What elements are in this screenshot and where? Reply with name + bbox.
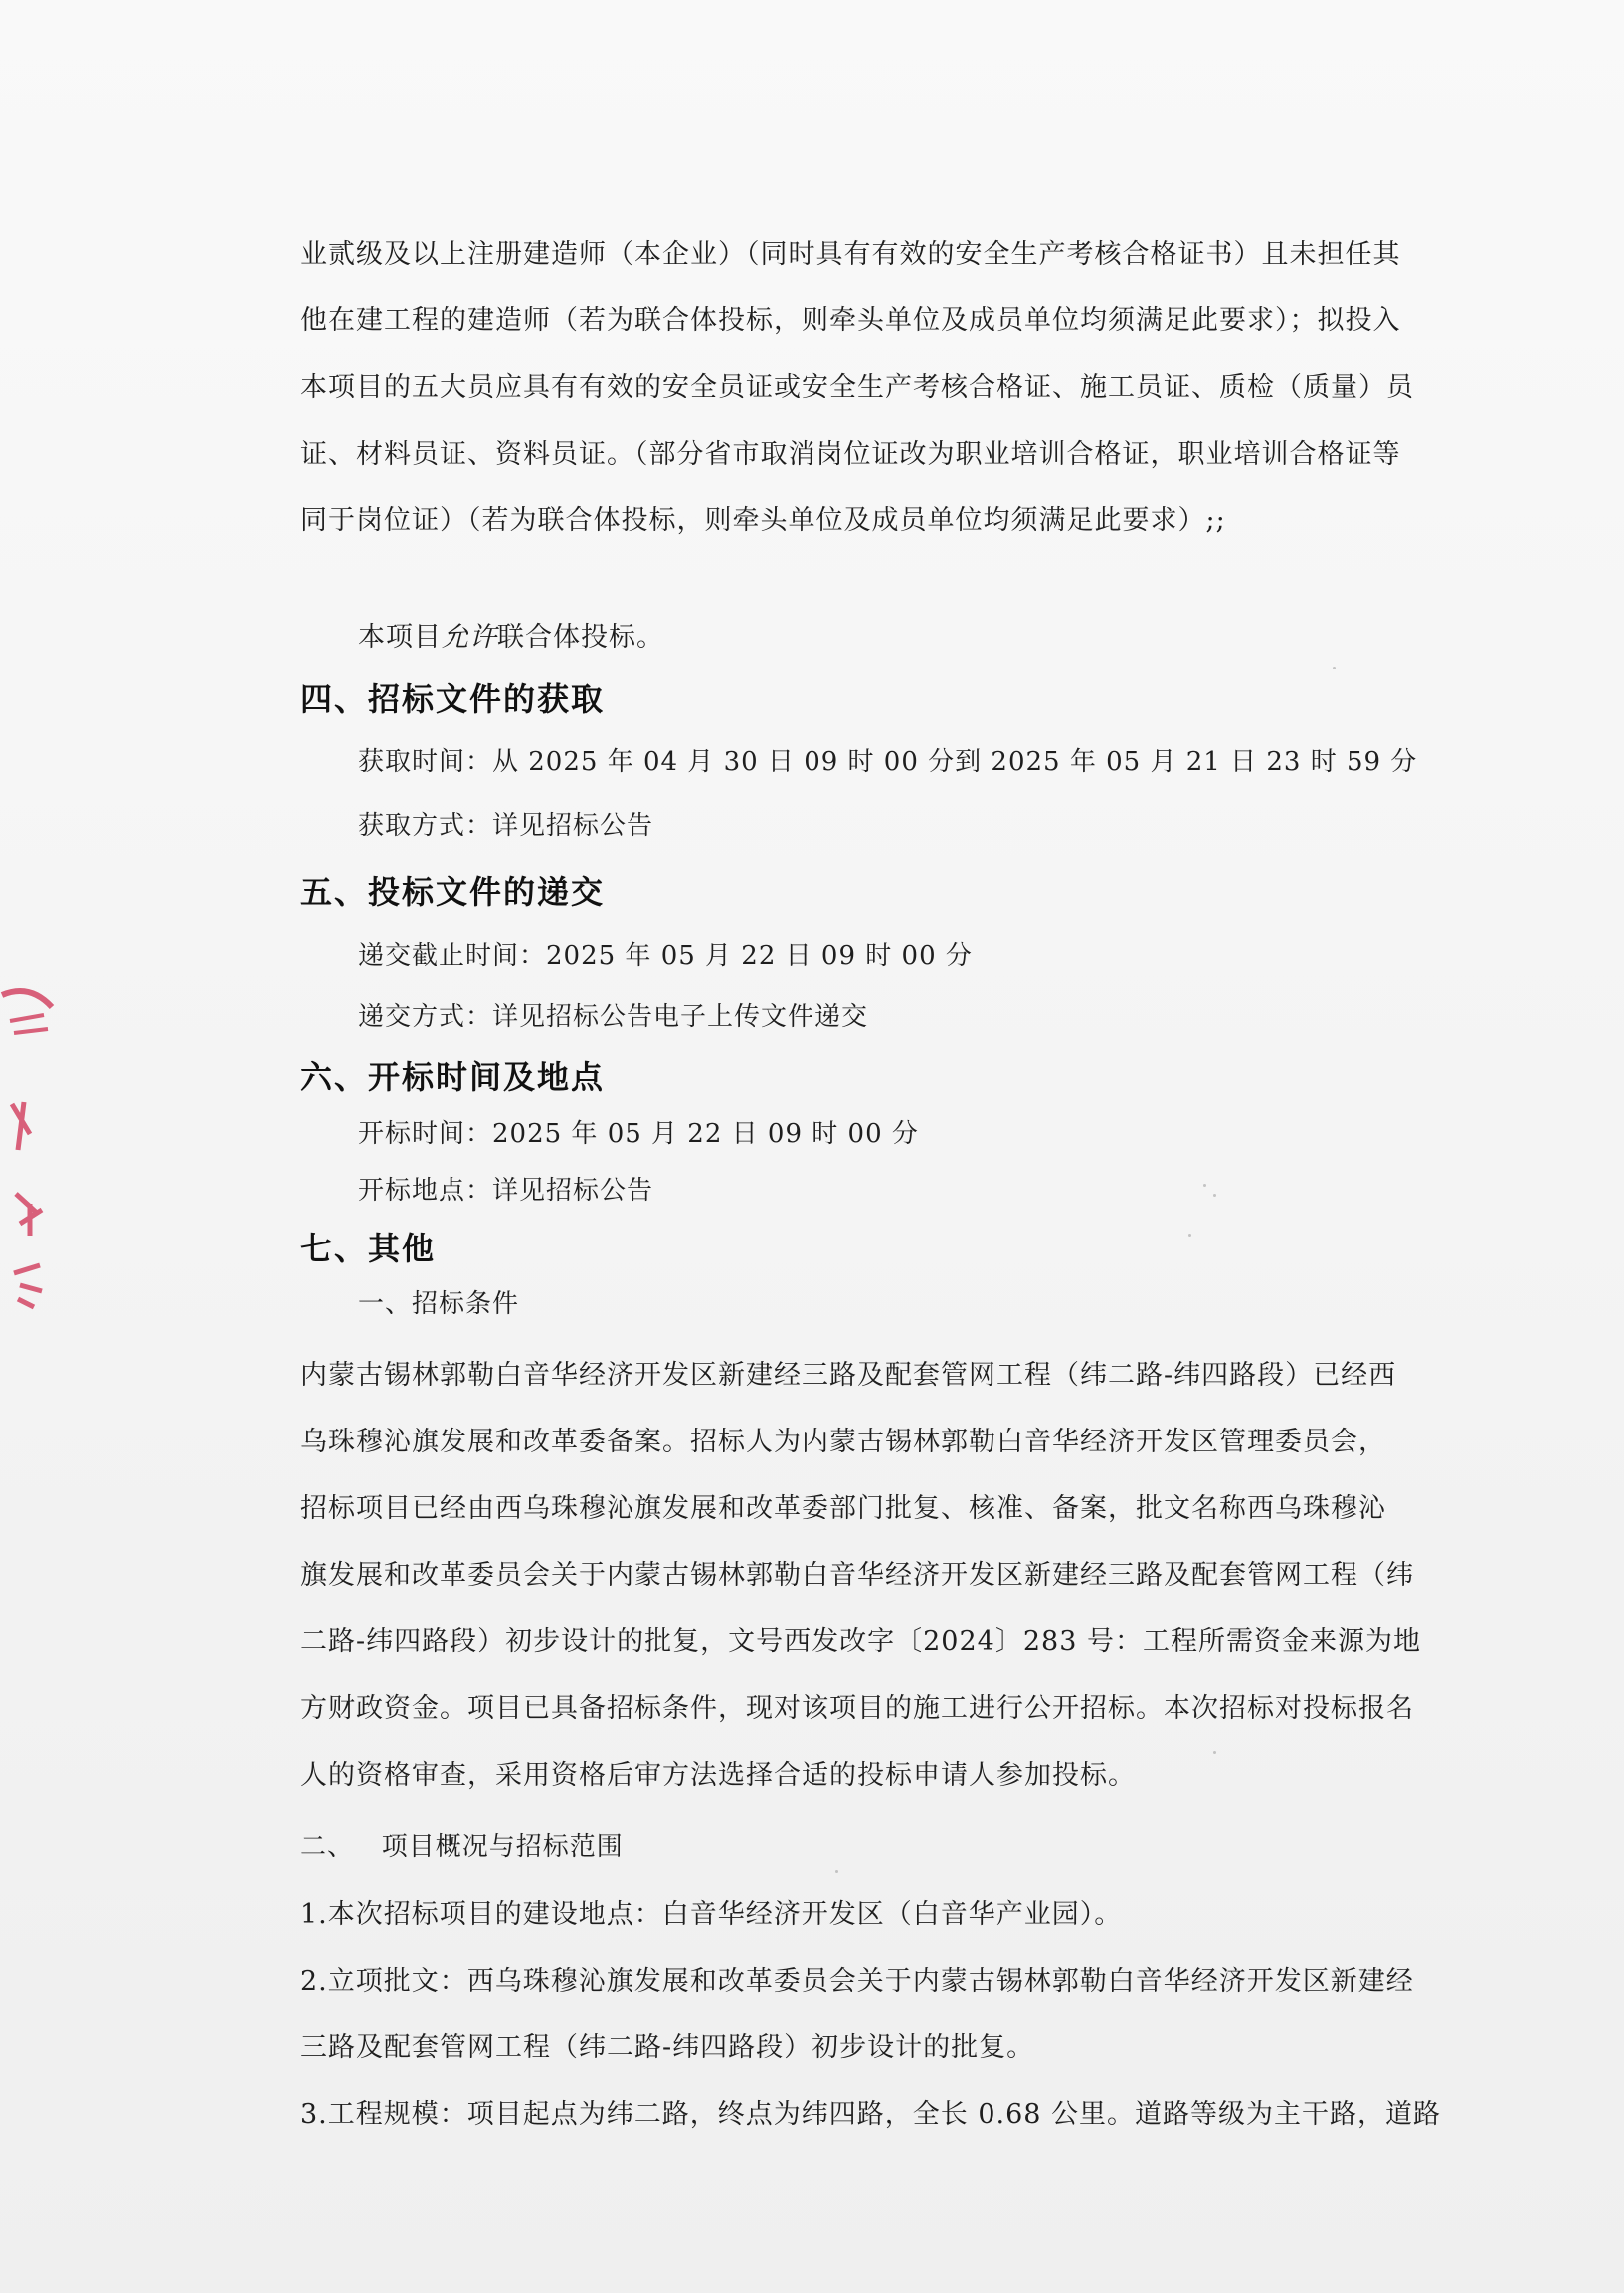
- scan-speck: [1333, 667, 1336, 669]
- project-item-1: 1.本次招标项目的建设地点：白音华经济开发区（白音华产业园）。: [300, 1899, 1123, 1930]
- scan-speck: [1188, 1234, 1191, 1237]
- acquire-time: 获取时间：从 2025 年 04 月 30 日 09 时 00 分到 2025 年 05 月 21 日 23 时 59 分: [358, 747, 1418, 777]
- text-line: 业贰级及以上注册建造师（本企业）（同时具有有效的安全生产考核合格证书）且未担任其: [300, 239, 1401, 270]
- scan-speck: [1213, 1751, 1216, 1754]
- qualification-paragraph: [300, 221, 1444, 554]
- text-line: 证、材料员证、资料员证。（部分省市取消岗位证改为职业培训合格证，职业培训合格证等: [300, 439, 1401, 470]
- seal-stamp-fragment: [0, 975, 70, 1373]
- text-line: 旗发展和改革委员会关于内蒙古锡林郭勒白音华经济开发区新建经三路及配套管网工程（纬: [300, 1560, 1414, 1591]
- text-line: 乌珠穆沁旗发展和改革委备案。招标人为内蒙古锡林郭勒白音华经济开发区管理委员会，: [300, 1427, 1386, 1457]
- submit-deadline: 递交截止时间：2025 年 05 月 22 日 09 时 00 分: [358, 941, 973, 971]
- acquire-method: 获取方式：详见招标公告: [358, 811, 654, 841]
- subsection-heading-2: 二、 项目概况与招标范围: [300, 1832, 624, 1862]
- scan-speck: [1203, 1184, 1206, 1187]
- text-line: 本项目的五大员应具有有效的安全员证或安全生产考核合格证、施工员证、质检（质量）员: [300, 372, 1414, 403]
- text-line: 同于岗位证）（若为联合体投标，则牵头单位及成员单位均须满足此要求）;;: [300, 505, 1226, 536]
- project-item-2-cont: 三路及配套管网工程（纬二路-纬四路段）初步设计的批复。: [300, 2032, 1035, 2063]
- consortium-value: 允许: [442, 622, 497, 653]
- section-heading-4: 四、招标文件的获取: [300, 680, 606, 718]
- consortium-statement: 本项目允许联合体投标。: [358, 622, 664, 653]
- scan-speck: [835, 1870, 838, 1873]
- section-heading-7: 七、其他: [300, 1230, 437, 1267]
- submit-method: 递交方式：详见招标公告电子上传文件递交: [358, 1002, 869, 1032]
- text-line: 二路-纬四路段）初步设计的批复，文号西发改字〔2024〕283 号：工程所需资金来源为地: [300, 1626, 1421, 1657]
- opening-place: 开标地点：详见招标公告: [358, 1176, 654, 1206]
- scan-speck: [1213, 1194, 1216, 1197]
- text-line: 方财政资金。项目已具备招标条件，现对该项目的施工进行公开招标。本次招标对投标报名: [300, 1693, 1414, 1724]
- project-item-3: 3.工程规模：项目起点为纬二路，终点为纬四路，全长 0.68 公里。道路等级为主干路，道路: [300, 2099, 1442, 2130]
- document-body: [300, 221, 1444, 2148]
- subsection-heading-1: 一、招标条件: [358, 1289, 520, 1319]
- text-line: 人的资格审查，采用资格后审方法选择合适的投标申请人参加投标。: [300, 1760, 1136, 1791]
- text-line: 招标项目已经由西乌珠穆沁旗发展和改革委部门批复、核准、备案，批文名称西乌珠穆沁: [300, 1493, 1386, 1524]
- text-line: 内蒙古锡林郭勒白音华经济开发区新建经三路及配套管网工程（纬二路-纬四路段）已经西: [300, 1360, 1397, 1391]
- text-line: 他在建工程的建造师（若为联合体投标，则牵头单位及成员单位均须满足此要求）；拟投入: [300, 305, 1401, 336]
- project-item-2: 2.立项批文：西乌珠穆沁旗发展和改革委员会关于内蒙古锡林郭勒白音华经济开发区新建经: [300, 1966, 1414, 1997]
- section-heading-5: 五、投标文件的递交: [300, 873, 606, 911]
- opening-time: 开标时间：2025 年 05 月 22 日 09 时 00 分: [358, 1119, 919, 1149]
- section-heading-6: 六、开标时间及地点: [300, 1058, 606, 1096]
- tender-conditions-paragraph: [300, 1342, 1444, 1809]
